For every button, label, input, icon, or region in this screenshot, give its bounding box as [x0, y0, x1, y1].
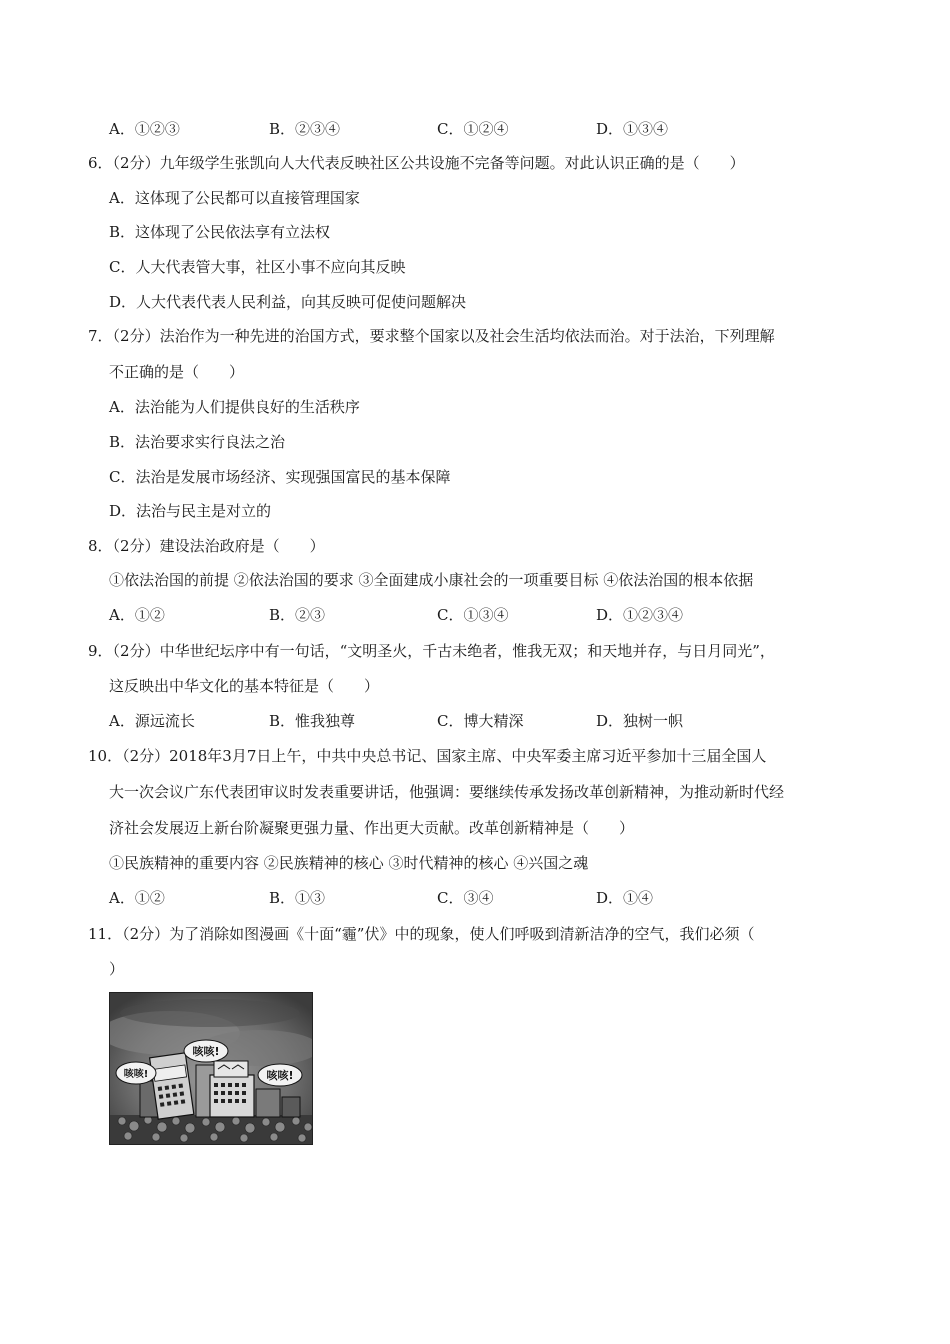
q5-option-c: C．①②④ [437, 120, 509, 138]
q8-option-d: D．①②③④ [596, 606, 684, 624]
q8-items: ①依法治国的前提 ②依法治国的要求 ③全面建成小康社会的一项重要目标 ④依法治国的根本依据 [109, 571, 754, 589]
q6-option-d: D．人大代表代表人民利益，向其反映可促使问题解决 [109, 293, 467, 311]
smog-cartoon-drawing [110, 993, 313, 1145]
q6-option-a: A．这体现了公民都可以直接管理国家 [109, 189, 360, 207]
q9-option-c: C．博大精深 [437, 712, 524, 730]
q6-option-c: C．人大代表管大事，社区小事不应向其反映 [109, 258, 406, 276]
q7-stem-line2: 不正确的是（ ） [109, 363, 245, 381]
q11-stem-line1: 11．（2分）为了消除如图漫画《十面“霾”伏》中的现象，使人们呼吸到清新洁净的空气，我们必须（ [88, 925, 755, 943]
q10-option-c: C．③④ [437, 889, 494, 907]
q10-options [109, 888, 869, 908]
smog-cartoon-image [109, 992, 313, 1145]
q6-stem: 6．（2分）九年级学生张凯向人大代表反映社区公共设施不完备等问题。对此认识正确的是（ ） [88, 154, 745, 172]
q9-option-a: A．源远流长 [109, 712, 195, 730]
q10-option-b: B．①③ [269, 889, 326, 907]
q9-options [109, 711, 869, 731]
q8-option-b: B．②③ [269, 606, 326, 624]
q7-option-b: B．法治要求实行良法之治 [109, 433, 286, 451]
q7-option-a: A．法治能为人们提供良好的生活秩序 [109, 398, 360, 416]
q10-items: ①民族精神的重要内容 ②民族精神的核心 ③时代精神的核心 ④兴国之魂 [109, 854, 589, 872]
cough-bubble-right [258, 1064, 302, 1086]
q8-option-a: A．①② [109, 606, 165, 624]
cough-text-right: 咳咳! [266, 1069, 294, 1082]
q9-stem-line1: 9．（2分）中华世纪坛序中有一句话，“文明圣火，千古未绝者，惟我无双；和天地并存，与日月同光”， [88, 642, 775, 660]
q8-options [109, 605, 869, 625]
q9-option-d: D．独树一帜 [596, 712, 684, 730]
q10-stem-line3: 济社会发展迈上新台阶凝聚更强力量、作出更大贡献。改革创新精神是（ ） [109, 819, 635, 837]
q8-stem: 8．（2分）建设法治政府是（ ） [88, 537, 325, 555]
q5-options [109, 119, 869, 139]
q5-option-d: D．①③④ [596, 120, 669, 138]
cough-text-top: 咳咳! [192, 1045, 220, 1058]
q10-stem-line1: 10．（2分）2018年3月7日上午，中共中央总书记、国家主席、中央军委主席习近平参加十三届全国人 [88, 747, 767, 765]
q5-option-b: B．②③④ [269, 120, 341, 138]
q7-option-c: C．法治是发展市场经济、实现强国富民的基本保障 [109, 468, 451, 486]
q6-option-b: B．这体现了公民依法享有立法权 [109, 223, 331, 241]
q8-option-c: C．①③④ [437, 606, 509, 624]
cough-text-left: 咳咳! [123, 1069, 149, 1080]
q9-option-b: B．惟我独尊 [269, 712, 356, 730]
q11-stem-line2: ） [109, 960, 125, 978]
q9-stem-line2: 这反映出中华文化的基本特征是（ ） [109, 677, 380, 695]
cough-bubble-left [116, 1062, 156, 1084]
q7-option-d: D．法治与民主是对立的 [109, 502, 272, 520]
q10-option-a: A．①② [109, 889, 165, 907]
q10-option-d: D．①④ [596, 889, 654, 907]
q10-stem-line2: 大一次会议广东代表团审议时发表重要讲话，他强调：要继续传承发扬改革创新精神，为推动新时代经 [109, 783, 785, 801]
cough-bubble-top [184, 1040, 228, 1062]
q5-option-a: A．①②③ [109, 120, 180, 138]
q7-stem-line1: 7．（2分）法治作为一种先进的治国方式，要求整个国家以及社会生活均依法而治。对于法治，下列理解 [88, 327, 775, 345]
